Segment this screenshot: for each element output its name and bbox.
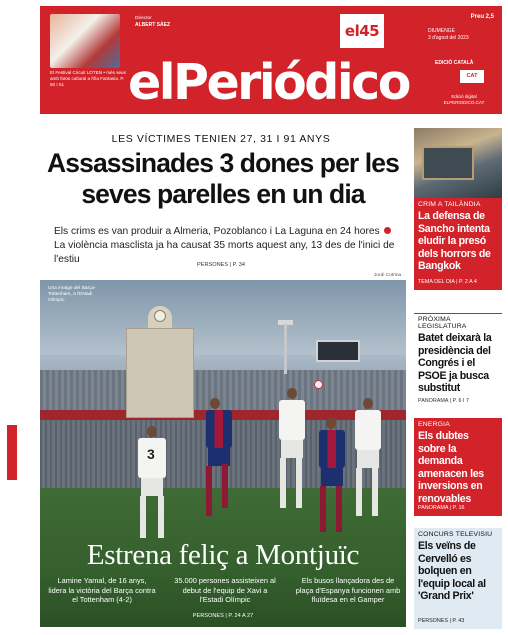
edition-label: EDICIÓ CATALÀ: [435, 60, 474, 66]
bullet-dot-icon: [384, 227, 391, 234]
stadium-tower: [126, 328, 194, 418]
sidebar-teaser-photo[interactable]: [414, 128, 502, 198]
standfirst-part-2: La violència masclista ja ha causat 35 morts aquest any, 13 des de l'inici de l'estiu: [54, 240, 395, 265]
player-barca-right: [314, 418, 350, 548]
teaser-headline: Els dubtes sobre la demanda amenacen les inversions en renovables: [418, 430, 484, 505]
player-white-far-right: [350, 398, 386, 538]
page-edge-marker: [7, 425, 17, 480]
main-headline[interactable]: Assassinades 3 dones per les seves parelles en un dia: [47, 148, 399, 209]
photo-story-reference[interactable]: PERSONES | P. 24 A 27: [192, 613, 254, 619]
newspaper-front-page: [40, 6, 502, 629]
newspaper-logo[interactable]: elPeriódico: [128, 54, 409, 111]
masthead-promo-caption: El Festival Circuit LOTEN • més seus amb fotos cultural a l'illa Fantasia. P. 50 I 51: [50, 70, 126, 87]
teaser-reference: PANORAMA | P. 6 I 7: [418, 398, 469, 404]
standfirst-part-1: Els crims es van produir a Almeria, Pozoblanco i La Laguna en 24 hores: [54, 226, 380, 237]
teaser-reference: TEMA DEL DIA | P. 2 A 4: [418, 279, 477, 285]
edition-badge: CAT: [460, 70, 484, 83]
photo-caption: Una imatge del Barça-Tottenham, a l'Estadi Olímpic.: [48, 286, 96, 303]
issue-date: [428, 28, 496, 41]
teaser-headline: Els veïns de Cervelló es bolquen en l'equip local al 'Grand Prix': [418, 540, 486, 603]
masthead: [40, 6, 502, 114]
digital-edition-label: Edició digital: [451, 94, 477, 99]
player-shirt-number: 3: [147, 446, 155, 462]
teaser-tag: CONCURS TELEVISIU: [418, 531, 493, 538]
player-barca-header: [200, 398, 240, 528]
photo-story-column-2: 35.000 persones assisteixen al debut de l'equip de Xavi a l'Estadi Olímpic: [174, 576, 276, 605]
main-standfirst: [54, 225, 406, 267]
masthead-promo-photo[interactable]: [50, 14, 120, 68]
digital-edition[interactable]: [428, 94, 500, 106]
football-ball: [314, 380, 323, 389]
sidebar-teaser-2[interactable]: [414, 313, 502, 411]
teaser-headline: La defensa de Sancho intenta eludir la presó dels horrors de Bangkok: [418, 210, 491, 273]
teaser-tag: PRÒXIMA LEGISLATURA: [418, 316, 467, 330]
floodlight-pole: [284, 324, 287, 374]
clock-icon: [154, 310, 166, 322]
sidebar-teaser-3[interactable]: [414, 418, 502, 516]
stadium-scoreboard: [316, 340, 360, 362]
issue-weekday: DIUMENGE: [428, 28, 455, 34]
digital-edition-url[interactable]: ELPERIODICO.CAT: [443, 100, 485, 105]
main-story-kicker: LES VÍCTIMES TENIEN 27, 31 I 91 ANYS: [111, 133, 331, 145]
photo-story-title[interactable]: Estrena feliç a Montjuïc: [86, 539, 360, 571]
teaser-reference: PANORAMA | P. 16: [418, 505, 465, 511]
main-story-reference[interactable]: PERSONES | P. 34: [197, 262, 245, 268]
teaser-headline: Batet deixarà la presidència del Congrés i el PSOE ja busca substitut: [418, 332, 492, 395]
director-credit: [135, 16, 170, 28]
player-white-3: [132, 426, 172, 546]
sidebar-teaser-4[interactable]: [414, 528, 502, 629]
player-white-jumping: [274, 388, 310, 528]
director-label: Director: [135, 16, 152, 21]
photo-story-column-3: Els busos llançadora des de plaça d'Espanya funcionen amb fluïdesa en el Gamper: [295, 576, 401, 605]
teaser-reference: PERSONES | P. 43: [418, 618, 465, 624]
photo-story-columns: [48, 576, 402, 605]
photo-story-column-1: Lamine Yamal, de 16 anys, lidera la victòria del Barça contra el Tottenham (4-2): [48, 576, 156, 605]
sidebar-teaser-1[interactable]: [414, 198, 502, 290]
anniversary-badge: el45: [340, 14, 384, 48]
photo-credit: Jordi Cotrina: [374, 273, 402, 278]
football-match-photo[interactable]: [40, 280, 406, 627]
sidebar-photo-detail: [422, 146, 474, 180]
issue-price: Preu 2,5: [470, 14, 494, 20]
teaser-tag: ENERGIA: [418, 421, 450, 428]
issue-full-date: 3 d'agost del 2023: [428, 34, 469, 41]
teaser-tag: CRIM A TAILÀNDIA: [418, 201, 481, 208]
director-name: ALBERT SÁEZ: [135, 22, 170, 28]
